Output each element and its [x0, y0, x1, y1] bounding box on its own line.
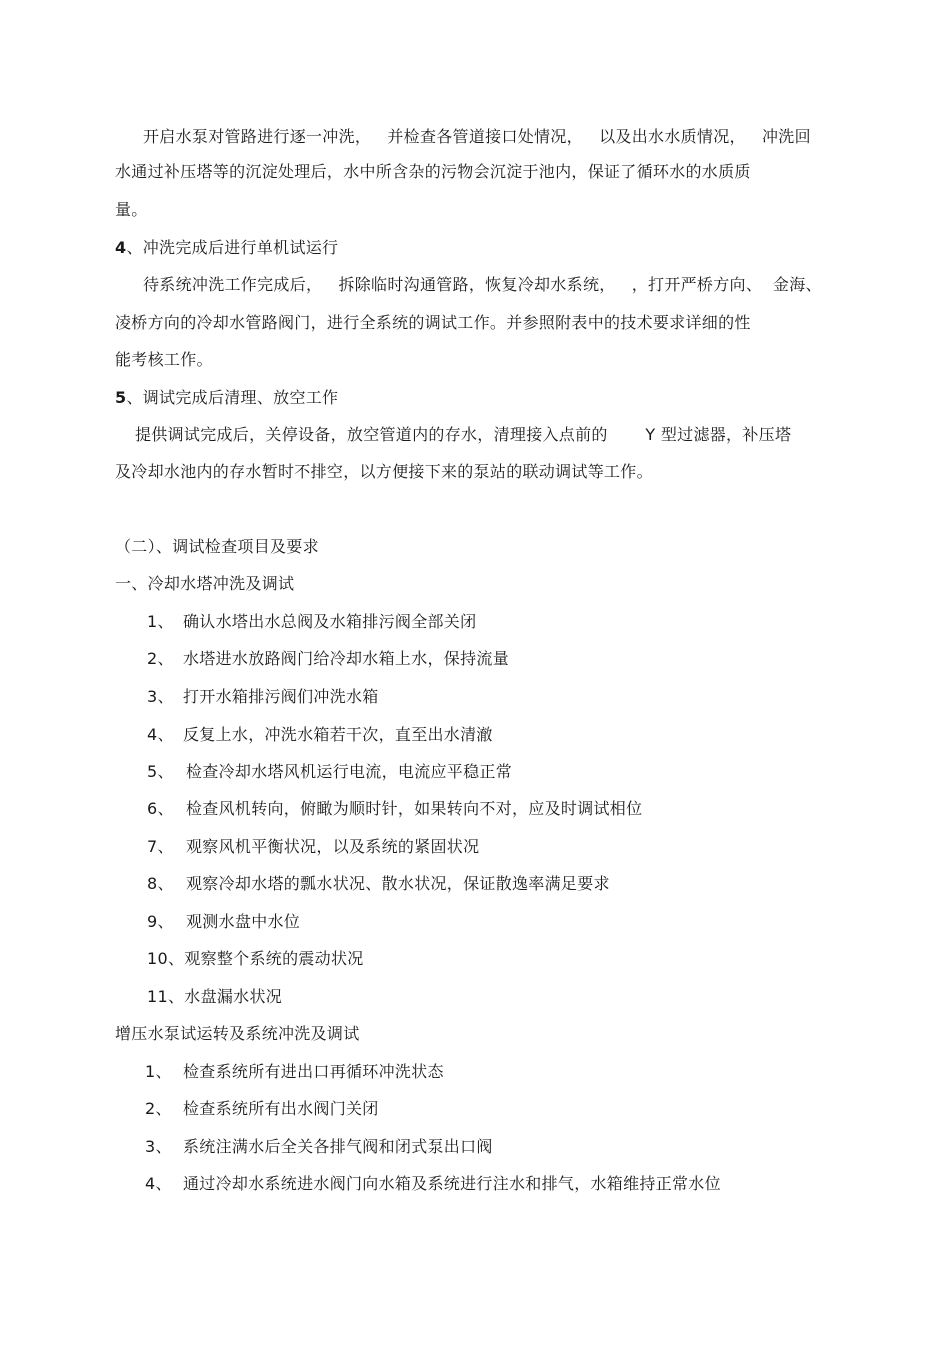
list-item-text: 观察整个系统的震动状况	[184, 949, 364, 968]
list-item-text: 观测水盘中水位	[186, 912, 301, 931]
paragraph-line: 待系统冲洗工作完成后， 拆除临时沟通管路，恢复冷却水系统， ，打开严桥方向、 金海、	[143, 275, 822, 294]
list-item-number: 9、	[147, 912, 174, 931]
list-item	[147, 611, 174, 633]
subsection-title: 增压水泵试运转及系统冲洗及调试	[115, 1024, 360, 1043]
list-item-number: 10、	[147, 949, 185, 968]
paragraph-line: 开启水泵对管路进行逐一冲洗， 并检查各管道接口处情况， 以及出水水质情况， 冲洗回	[143, 127, 811, 146]
list-item	[147, 836, 174, 858]
list-item-text: 确认水塔出水总阀及水箱排污阀全部关闭	[183, 612, 477, 631]
list-item	[147, 798, 174, 820]
paragraph-line: 提供调试完成后，关停设备，放空管道内的存水，清理接入点前的 Y 型过滤器，补压塔	[135, 425, 792, 444]
list-item-number: 1、	[145, 1062, 172, 1081]
list-item-number: 1、	[147, 612, 174, 631]
list-item	[147, 911, 174, 933]
list-item-text: 通过冷却水系统进水阀门向水箱及系统进行注水和排气，水箱维持正常水位	[183, 1174, 721, 1193]
paragraph-line: 凌桥方向的冷却水管路阀门，进行全系统的调试工作。并参照附表中的技术要求详细的性	[115, 313, 751, 332]
list-item-text: 观察冷却水塔的瓢水状况、散水状况，保证散逸率满足要求	[186, 874, 610, 893]
list-item-number: 3、	[145, 1137, 172, 1156]
paragraph-line: 水通过补压塔等的沉淀处理后，水中所含杂的污物会沉淀于池内，保证了循环水的水质质	[115, 162, 751, 181]
list-item	[145, 1098, 172, 1120]
list-item-text: 检查系统所有出水阀门关闭	[183, 1099, 379, 1118]
list-item	[147, 761, 174, 783]
list-item-text: 观察风机平衡状况，以及系统的紧固状况	[186, 837, 480, 856]
list-item	[147, 648, 174, 670]
list-item	[147, 686, 174, 708]
step-title: 、冲洗完成后进行单机试运行	[126, 238, 339, 257]
list-item-text: 水盘漏水状况	[184, 987, 283, 1006]
list-item-number: 4、	[147, 725, 174, 744]
list-item-number: 11、	[147, 987, 185, 1006]
step-heading	[115, 237, 338, 259]
list-item-number: 8、	[147, 874, 174, 893]
list-item-number: 2、	[145, 1099, 172, 1118]
list-item-text: 打开水箱排污阀们冲洗水箱	[183, 687, 379, 706]
step-number: 4	[115, 238, 127, 257]
paragraph-line: 及冷却水池内的存水暂时不排空，以方便接下来的泵站的联动调试等工作。	[115, 462, 653, 481]
section-title: （二）、调试检查项目及要求	[115, 537, 319, 556]
subsection-title: 一、冷却水塔冲洗及调试	[115, 574, 295, 593]
list-item-number: 4、	[145, 1174, 172, 1193]
list-item-number: 5、	[147, 762, 174, 781]
list-item	[147, 724, 174, 746]
list-item-text: 检查系统所有进出口再循环冲洗状态	[183, 1062, 444, 1081]
list-item-text: 水塔进水放路阀门给冷却水箱上水，保持流量	[183, 649, 510, 668]
list-item-text: 检查冷却水塔风机运行电流，电流应平稳正常	[186, 762, 513, 781]
list-item	[145, 1136, 172, 1158]
list-item	[147, 986, 282, 1008]
list-item-number: 3、	[147, 687, 174, 706]
step-title: 、调试完成后清理、放空工作	[126, 388, 339, 407]
step-heading	[115, 387, 338, 409]
list-item-number: 6、	[147, 799, 174, 818]
list-item	[147, 948, 364, 970]
paragraph-line: 能考核工作。	[115, 350, 213, 369]
list-item-text: 系统注满水后全关各排气阀和闭式泵出口阀	[183, 1137, 493, 1156]
step-number: 5	[115, 388, 127, 407]
list-item-text: 反复上水，冲洗水箱若干次，直至出水清澈	[183, 725, 493, 744]
list-item-text: 检查风机转向，俯瞰为顺时针，如果转向不对，应及时调试相位	[186, 799, 643, 818]
list-item	[147, 873, 174, 895]
list-item	[145, 1061, 172, 1083]
list-item-number: 2、	[147, 649, 174, 668]
list-item	[145, 1173, 172, 1195]
paragraph-line: 量。	[115, 200, 148, 219]
list-item-number: 7、	[147, 837, 174, 856]
